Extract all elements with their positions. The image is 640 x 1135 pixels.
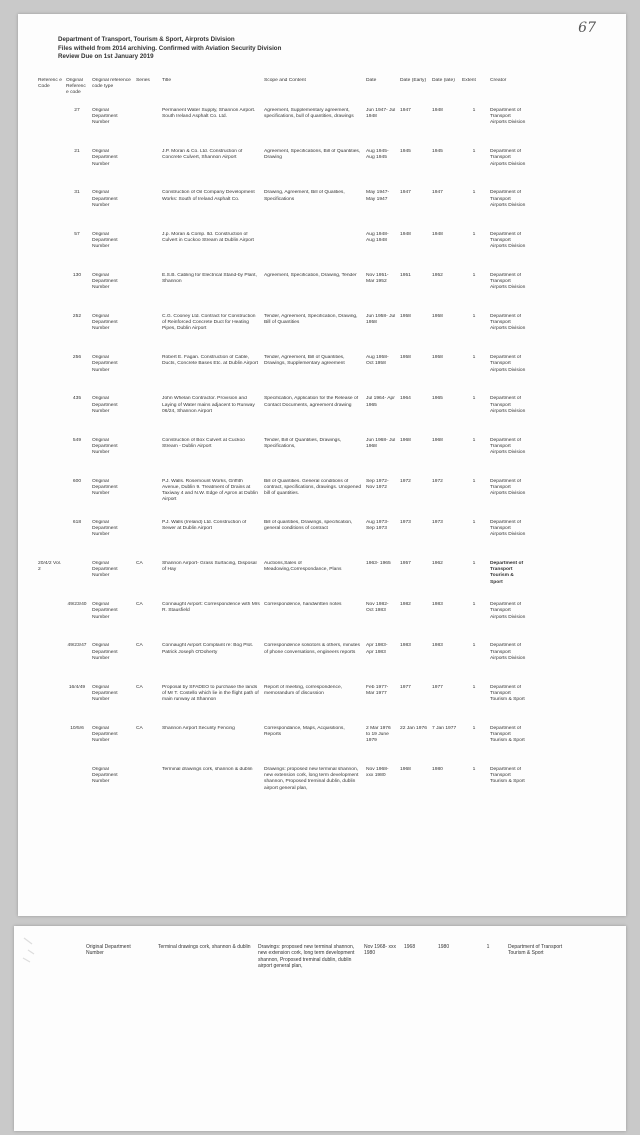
cell-date: Jun 1947- Jul 1948 — [366, 108, 396, 120]
cell-creator: Department of Transport Airports Division — [490, 602, 526, 620]
cell-original-ref — [64, 767, 90, 808]
cell-title: Robert E. Fagan. Construction of Cable, Ducts, Concrete Bases Etc. at Dublin Airport — [162, 355, 258, 367]
cell-extent: 1 — [472, 313, 476, 319]
cell-ref-code — [36, 273, 64, 314]
cell-date-early: 1977 — [400, 684, 411, 690]
cell-series — [134, 314, 160, 355]
cell-date-late: 1958 — [432, 355, 443, 361]
cell-extent: 1 — [472, 561, 476, 567]
cell-ref-code — [36, 396, 64, 437]
cell-original-ref: 549 — [72, 437, 82, 443]
cell-creator: Department of Transport Airports Division — [490, 149, 526, 167]
cell-scope: Agreement, Specification, Drawing, Tender — [264, 272, 357, 278]
cell-extent: 1 — [472, 437, 476, 443]
cell-date-early: 1968 — [400, 437, 411, 443]
cell-creator: Department of Transport Tourism & Sport — [508, 944, 563, 957]
cell-title: J.P. Moran & Co. Ltd. Construction of Concrete Culvert, Shannon Airport — [162, 149, 243, 161]
cell-extent: 1 — [472, 231, 476, 237]
cell-date: 2 Mar 1976 to 19 June 1979 — [366, 725, 391, 744]
cell-type: Original Department Number — [92, 767, 118, 785]
cell-date-late: 1973 — [432, 519, 443, 525]
cell-date: Jul 1964- Apr 1965 — [366, 396, 395, 408]
cell-series: CA — [136, 725, 143, 731]
cell-scope: Agreement, Supplementary agreement, specifications, bull of quantities, drawings — [264, 108, 354, 120]
column-header: Date — [366, 78, 377, 83]
cell-scope: Bill of Quantities. General conditions of contract, specifications, drawings. Unopened bill of quantities. — [264, 478, 362, 497]
cell-original-ref: 130 — [72, 272, 82, 278]
cell-date-early: 1945 — [400, 149, 411, 155]
cell-scope: Specification, Application for the Release of Contact Documents, agreement drawing — [264, 396, 359, 408]
cell-original-ref: 49/23/40 — [67, 602, 87, 608]
table-row — [36, 561, 528, 602]
cell-series — [134, 108, 160, 149]
cell-extent: 1 — [472, 725, 476, 731]
cell-scope: Correspondance, Maps, Acquisitions, Reports — [264, 725, 345, 738]
cell-original-ref: 618 — [72, 519, 82, 525]
cell-ref-code — [36, 685, 64, 726]
cell-type: Original Department Number — [92, 231, 118, 249]
table-row — [36, 149, 528, 190]
header-line-2: Files witheld from 2014 archiving. Confirmed with Aviation Security Division — [58, 44, 282, 52]
cell-ref-code — [36, 190, 64, 231]
table-row — [36, 314, 528, 355]
cell-series — [134, 190, 160, 231]
cell-title: Terminal drawings cork, shannon & dublin — [162, 767, 253, 772]
cell-title: Construction of Box Culvert at Cuckoo Stream - Dublin Airport — [162, 437, 245, 449]
cell-type: Original Department Number — [92, 190, 118, 208]
cell-date-late: 1952 — [432, 272, 443, 278]
cell-creator: Department of Transport Airports Division — [490, 272, 526, 291]
cell-date: Nov 1968- xxx 1980 — [366, 767, 389, 779]
cell-date-late: 1983 — [432, 602, 443, 608]
cell-date-early: 1968 — [400, 767, 411, 772]
cell-title: Construction of Oil Company Development Works: South of Ireland Asphalt Co. — [162, 190, 255, 202]
table-row — [36, 273, 528, 314]
cell-extent: 1 — [472, 396, 476, 402]
cell-date: Jun 1958- Jul 1958 — [366, 313, 396, 326]
cell-creator: Department of Transport Airports Division — [490, 519, 526, 538]
cell-scope — [262, 232, 364, 273]
cell-date-late: 1972 — [432, 478, 443, 484]
cell-extent: 1 — [472, 602, 476, 608]
cell-creator: Department of Transport Tourism & Sport — [490, 684, 525, 703]
table-row — [36, 726, 528, 767]
table-header-row — [36, 78, 528, 108]
cell-ref-code — [36, 314, 64, 355]
cell-title: Shannon Airport Security Fencing — [162, 725, 235, 731]
cell-scope: Tender, Agreement, Bill of Quantities, Drawings, Supplementary agreement — [264, 355, 345, 367]
cell-creator: Department of Transport Airports Division — [490, 643, 526, 661]
cell-series: CA — [136, 602, 143, 608]
cell-scope: Correspondence, handwritten notes — [264, 602, 342, 608]
column-header: Original Referenc e code — [66, 78, 86, 96]
cell-creator: Department of Transport Airports Division — [490, 190, 526, 208]
cell-ref-code — [36, 726, 64, 767]
table-row — [36, 355, 528, 396]
document-page-1 — [18, 14, 626, 916]
cell-date: Feb 1977- Mar 1977 — [366, 684, 389, 696]
cell-type: Original Department Number — [92, 272, 118, 291]
cell-date: Jun 1968- Jul 1968 — [366, 437, 396, 449]
cell-extent: 1 — [472, 272, 476, 278]
cell-date-late: 1980 — [432, 767, 443, 772]
cell-scope: Agreement, Specifications, Bill of Quantities, Drawing — [264, 149, 361, 161]
cell-date-late: 7 Jan 1977 — [432, 725, 457, 731]
cell-date-late: 1980 — [438, 944, 450, 950]
handwritten-page-number: 67 — [578, 20, 596, 36]
column-header: Date (late) — [432, 78, 455, 83]
cell-title: J.p. Moran & Comp. ltd. Construction of Culvert in Cuckoo Stream at Dublin Airport — [162, 231, 254, 243]
cell-date: 1963- 1965 — [366, 561, 391, 567]
table-row — [36, 396, 528, 437]
cell-date-early: 1951 — [400, 272, 411, 278]
cell-creator: Department of Transport Airports Division — [490, 231, 526, 249]
cell-extent: 1 — [472, 643, 476, 649]
cell-date-late: 1958 — [432, 313, 443, 319]
table-row — [36, 520, 528, 561]
cell-type: Original Department Number — [92, 437, 118, 455]
cell-date-late: 1965 — [432, 396, 443, 402]
cell-extent: 1 — [472, 684, 476, 690]
table-row — [36, 643, 528, 684]
cell-date-late: 1945 — [432, 149, 443, 155]
table-row — [36, 602, 528, 643]
cell-series: CA — [136, 684, 143, 690]
cell-creator: Department of Transport Airports Division — [490, 396, 526, 414]
cell-date-late: 1968 — [432, 437, 443, 443]
cell-type: Original Department Number — [92, 108, 118, 126]
cell-ref-code — [36, 643, 64, 684]
cell-date-early: 1972 — [400, 478, 411, 484]
cell-type: Original Department Number — [92, 684, 118, 703]
cell-extent: 1 — [472, 355, 476, 361]
cell-type: Original Department Number — [92, 643, 118, 661]
cell-date: May 1947- May 1947 — [366, 190, 390, 202]
cell-series: CA — [136, 561, 143, 567]
cell-series — [134, 232, 160, 273]
cell-scope: Bill of quantities, Drawings, specification, general conditions of contract — [264, 519, 353, 532]
cell-date: Apr 1983- Apr 1983 — [366, 643, 388, 655]
cell-scope: Correspondence solicitors & others, minutes of phone conversations, engineers reports — [264, 643, 360, 655]
document-header — [58, 36, 281, 62]
cell-type: Original Department Number — [92, 313, 118, 332]
table-row — [36, 190, 528, 231]
cell-title: Proposal by SFADEO to purchase the lands of Mr T. Costello which lie in the flight path of main runway at Shannon — [162, 684, 259, 703]
cell-title: John Whelan Contractor. Provision and Laying of Water mains adjacent to Runway 06/24, Shannon Airport — [162, 396, 255, 414]
table-row — [36, 479, 528, 520]
cell-original-ref: 435 — [72, 396, 82, 402]
cell-extent: 1 — [472, 767, 476, 772]
cell-title: Permanent Water Supply, Shannon Airport. South Ireland Asphalt Co. Ltd. — [162, 108, 256, 120]
cell-title: Connaught Airport Complaint re: Bog Plot. Patrick Joseph O'Doherty — [162, 643, 254, 655]
cell-series — [134, 149, 160, 190]
cell-date-early: 1947 — [400, 190, 411, 196]
cell-series — [134, 520, 160, 561]
cell-creator: Department of Transport Airports Division — [490, 108, 526, 126]
scan-smudge-mark — [20, 932, 54, 972]
cell-date-early: 1958 — [400, 313, 411, 319]
cell-extent: 1 — [472, 149, 476, 155]
cell-extent: 1 — [472, 519, 476, 525]
column-header: Title — [162, 78, 172, 83]
cell-scope: Report of meeting, correspondence, memorandum of discussion — [264, 684, 343, 696]
cell-series — [134, 767, 160, 808]
cell-type: Original Department Number — [92, 602, 118, 620]
cell-type: Original Department Number — [92, 561, 118, 579]
cell-date-early: 1982 — [400, 602, 411, 608]
cell-ref-code — [36, 479, 64, 520]
cell-date-late: 1947 — [432, 190, 443, 196]
cell-date-late: 1948 — [432, 231, 443, 237]
cell-title: E.S.B. Cabling for Electrical Stand-by Plant, Shannon — [162, 272, 257, 284]
cell-creator: Department of Transport Airports Division — [490, 313, 526, 332]
cell-type: Original Department Number — [92, 519, 118, 538]
cell-scope: Tender, Bill of Quantities, Drawings, Specifications, — [264, 437, 342, 449]
cell-original-ref: 57 — [74, 231, 80, 237]
cell-series — [134, 355, 160, 396]
cell-ref-code — [36, 767, 64, 808]
cell-date-late: 1983 — [432, 643, 443, 649]
cell-date-early: 1957 — [400, 561, 411, 567]
table-row — [36, 767, 528, 808]
cell-date-early: 1964 — [400, 396, 411, 402]
column-header: Series — [136, 78, 150, 83]
cell-date-early: 1968 — [404, 944, 416, 950]
cell-series — [134, 273, 160, 314]
cell-creator: Department of Transport Airports Division — [490, 355, 526, 373]
cell-date-late: 1962 — [432, 561, 443, 567]
column-header: Date (Early) — [400, 78, 427, 83]
cell-date: Sep 1972- Nov 1972 — [366, 478, 389, 490]
table-row — [36, 438, 528, 479]
cell-original-ref: 600 — [72, 478, 82, 484]
cell-ref-code — [36, 602, 64, 643]
cell-type: Original Department Number — [92, 355, 118, 373]
cell-date-early: 1973 — [400, 519, 411, 525]
column-header: Original reference code type — [92, 78, 131, 90]
cell-date: Aug 1973- Sep 1973 — [366, 519, 389, 532]
cell-extent: 1 — [472, 190, 476, 196]
cell-ref-code: 20/4/2 Vol. 2 — [38, 561, 62, 573]
cell-series — [134, 396, 160, 437]
cell-type: Original Department Number — [92, 149, 118, 167]
cell-creator: Department of Transport Tourism & Sport — [490, 725, 525, 744]
column-header: Extent — [462, 78, 476, 83]
cell-creator: Department of Transport Tourism & Sport — [490, 561, 524, 585]
cell-original-ref: 252 — [72, 313, 82, 319]
table-row — [36, 685, 528, 726]
cell-date-early: 1947 — [400, 108, 411, 113]
cell-series — [134, 479, 160, 520]
header-line-3: Review Due on 1st January 2019 — [58, 53, 154, 61]
cell-original-ref: 10/5/6 — [70, 725, 84, 731]
cell-creator: Department of Transport Airports Division — [490, 437, 526, 455]
cell-date: Nov 1951- Mar 1952 — [366, 272, 389, 284]
cell-date-late: 1948 — [432, 108, 443, 113]
cell-ref-code — [36, 355, 64, 396]
cell-type: Original Department Number — [92, 478, 118, 497]
cell-scope: Auctions,Sales of Meadowing,Correspondance, Plans — [264, 561, 342, 573]
cell-original-ref: 31 — [74, 190, 80, 196]
records-table — [36, 78, 528, 808]
cell-date-early: 22 Jan 1976 — [400, 725, 427, 731]
cell-title: Terminal drawings cork, shannon & dublin — [158, 944, 251, 950]
cell-original-ref: 27 — [74, 108, 80, 113]
column-header: Creator — [490, 78, 507, 83]
cell-title: C.G. Cooney Ltd. Contract for Construction of Reinforced Concrete Duct for Heating Pipes, Dublin Airport — [162, 313, 256, 332]
cell-original-ref: 16/4/49 — [68, 684, 86, 690]
cell-creator: Department of Transport Airports Division — [490, 478, 526, 497]
cell-type: Original Department Number — [92, 396, 118, 414]
cell-date: Nov 1968- xxx 1980 — [364, 944, 396, 957]
cell-original-ref — [64, 561, 90, 602]
cell-title: Shannon Airport- Grass Surfacing, Disposal of Hay — [162, 561, 257, 573]
continuation-table — [58, 944, 566, 970]
cell-original-ref: 49/23/47 — [67, 643, 87, 649]
cell-extent: 1 — [472, 478, 476, 484]
cell-ref-code — [36, 232, 64, 273]
table-row — [58, 944, 566, 970]
cell-title: P.J. Walls (Ireland) Ltd. Construction of Sewer at Dublin Airport — [162, 519, 247, 532]
cell-date: Aug 1958- Oct 1958 — [366, 355, 389, 367]
cell-date-late: 1977 — [432, 684, 443, 690]
cell-type: Original Department Number — [86, 944, 131, 957]
header-line-1: Department of Transport, Tourism & Sport, Airprots Division — [58, 36, 235, 43]
cell-original-ref: 21 — [74, 149, 80, 155]
cell-original-ref: 256 — [72, 355, 82, 361]
cell-date: Aug 1945- Aug 1945 — [366, 149, 389, 161]
cell-scope: Drawing, Agreement, Bill of Qualities, Specifications — [264, 190, 345, 202]
cell-date: Nov 1982- Oct 1983 — [366, 602, 389, 614]
cell-date-early: 1958 — [400, 355, 411, 361]
cell-creator: Department of Transport Tourism & Sport — [490, 767, 525, 785]
cell-ref-code — [36, 520, 64, 561]
cell-ref-code — [36, 108, 64, 149]
cell-ref-code — [36, 438, 64, 479]
column-header: Scope and Content — [264, 78, 306, 83]
cell-type: Original Department Number — [92, 725, 118, 744]
cell-date: Aug 1948- Aug 1948 — [366, 231, 389, 243]
table-row — [36, 108, 528, 149]
document-page-2 — [14, 926, 626, 1131]
table-row — [36, 232, 528, 273]
cell-ref-code — [36, 149, 64, 190]
cell-date-early: 1983 — [400, 643, 411, 649]
column-header: Referenc e Code — [38, 78, 62, 90]
cell-series: CA — [136, 643, 143, 649]
cell-series — [134, 438, 160, 479]
cell-scope: Drawings: proposed new terminal shannon, new extension cork, long term development shannon, Proposed treminal dublin, dublin airport general plan, — [258, 944, 355, 970]
cell-scope: Tender, Agreement, Specification, Drawing, Bill of Quantities — [264, 313, 358, 326]
cell-title: P.J. Walls. Rosemount Works, Griffith Avenue, Dublin 9. Treatment of Drains at Taxiway 4 and N.W. Edge of Apron at Dublin Airport — [162, 478, 258, 503]
cell-extent: 1 — [472, 108, 476, 113]
cell-title: Connaught Airport: Correspondence with Mrs R. Stausfield — [162, 602, 260, 614]
cell-scope: Drawings: proposed new terminal shannon, new extension cork, long term development shannon, Proposed treminal dublin, dublin airport general plan, — [264, 767, 359, 791]
cell-date-early: 1948 — [400, 231, 411, 237]
cell-extent: 1 — [486, 944, 490, 950]
